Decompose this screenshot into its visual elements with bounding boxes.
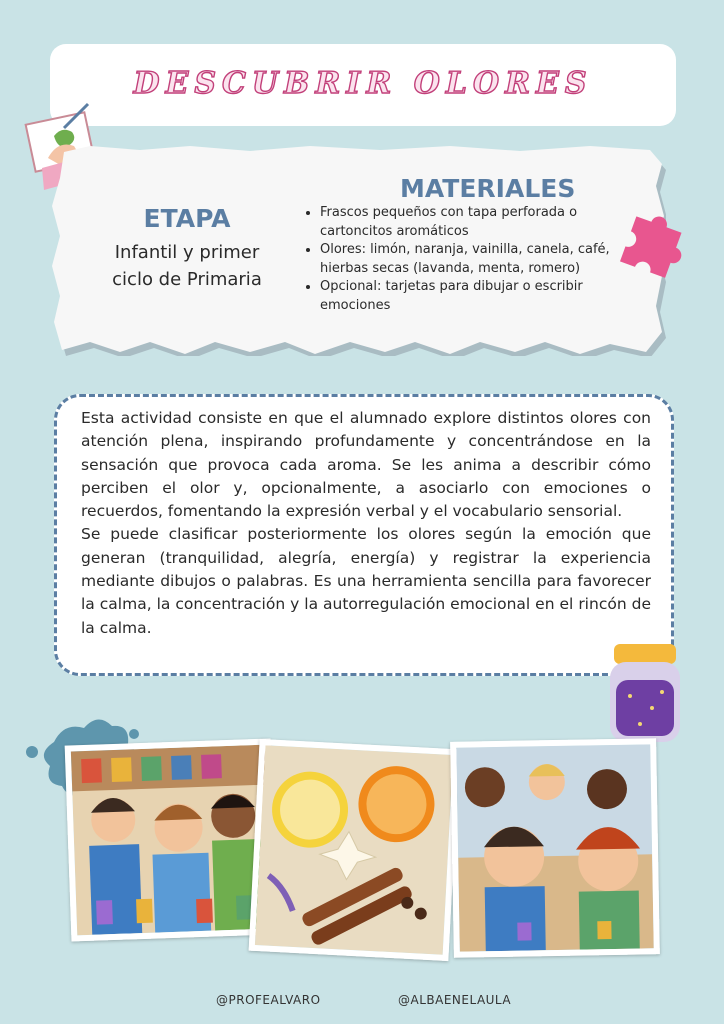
photo-illustration: [456, 744, 654, 951]
jar-icon: [600, 636, 690, 746]
list-item: • Olores: limón, naranja, vainilla, canela, café, hierbas secas (lavanda, menta, romero): [320, 241, 640, 278]
photo-illustration: [71, 745, 271, 936]
description-paragraph-1: Esta actividad consiste en que el alumnado explore distintos olores con atención plena, inspirando profundamente y concentrándose en la sensación que provoca cada aroma. Se les anima a describir cómo perciben el olor y, opcionalmente, a asociarlo con emociones o recuerdos, fomentando la expresión verbal y el vocabulario sensorial.: [81, 409, 651, 521]
materiales-heading: MATERIALES: [400, 174, 576, 203]
photo-children-smelling: [65, 738, 278, 941]
photo-children-jars: [450, 738, 660, 958]
etapa-heading: ETAPA: [143, 204, 231, 233]
list-item: • Frascos pequeños con tapa perforada o cartoncitos aromáticos: [320, 204, 640, 241]
list-item: • Opcional: tarjetas para dibujar o escribir emociones: [320, 278, 640, 315]
footer-handle-right: @ALBAENELAULA: [398, 993, 512, 1007]
description-text: [81, 407, 651, 640]
description-box: [54, 394, 674, 676]
materiales-list: [302, 204, 640, 315]
info-panel: [50, 146, 666, 356]
title-card: [50, 44, 676, 126]
photo-scents: [249, 739, 460, 961]
description-paragraph-2: Se puede clasificar posteriormente los olores según la emoción que generan (tranquilidad, alegría, energía) y registrar la experiencia mediante dibujos o palabras. Es una herramienta sencilla para favorecer la calma, la concentración y la autorregulación emocional en el rincón de la calma.: [81, 525, 651, 637]
etapa-text: Infantil y primer ciclo de Primaria: [112, 242, 262, 290]
photo-illustration: [255, 745, 453, 955]
puzzle-piece-icon: [614, 204, 694, 284]
page-title: DESCUBRIR OLORES: [133, 66, 593, 101]
footer-handle-left: @PROFEALVARO: [216, 993, 321, 1007]
